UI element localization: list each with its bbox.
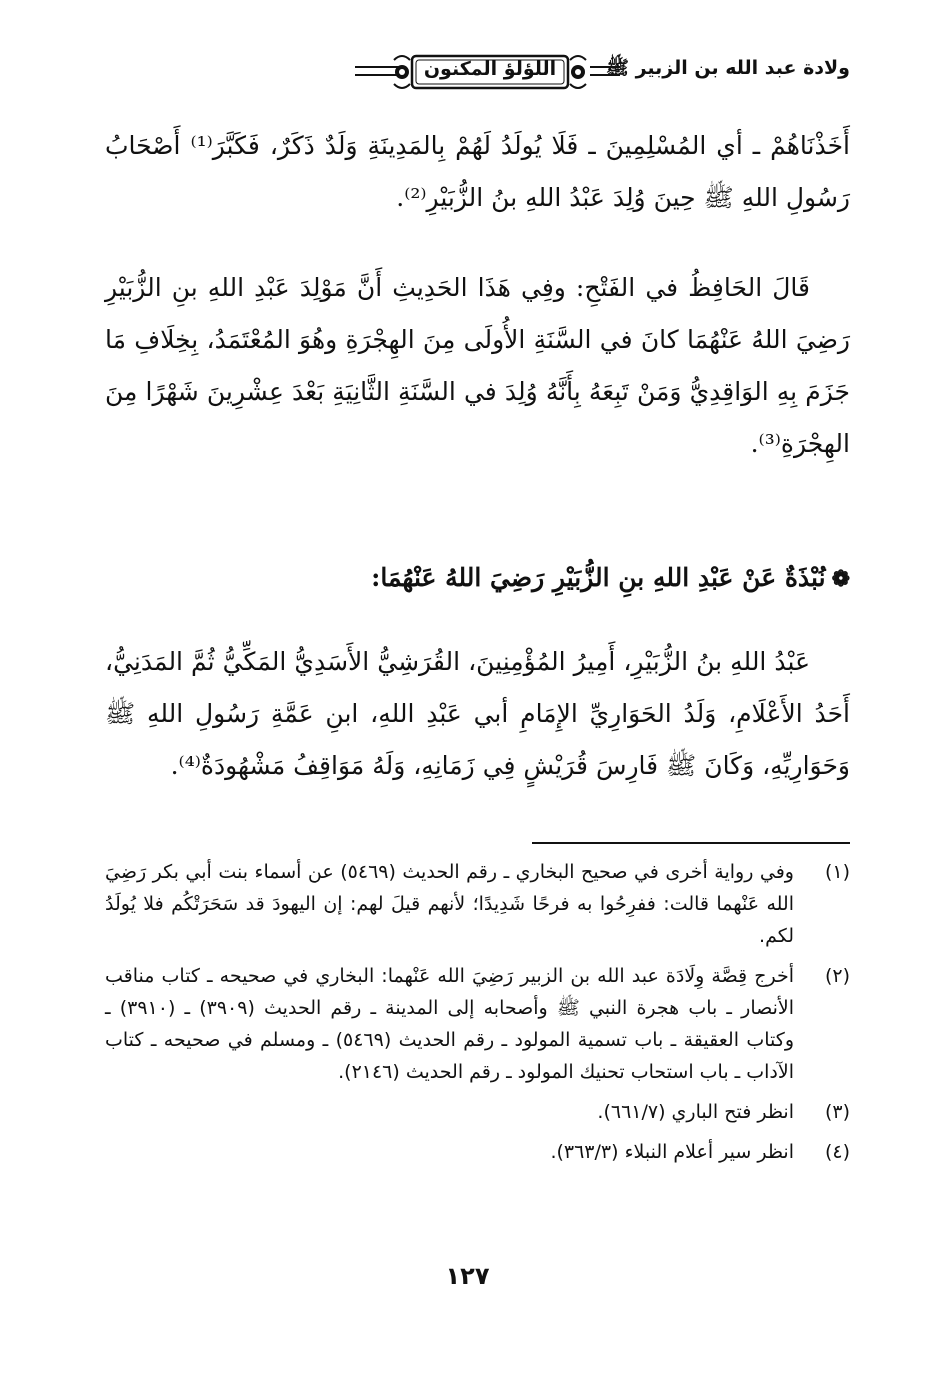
- footnote-text: وفي رواية أخرى في صحيح البخاري ـ رقم الحديث (٥٤٦٩) عن أسماء بنت أبي بكر رَضِيَ الله عَنْهما قالت: ففرِحُوا به فرحًا شَدِيدًا؛ لأنهم قيلَ لهم: إن اليهودَ قد سَحَرَتْكُم فلا يُولَدُ لكم.: [105, 861, 794, 947]
- book-title: اللؤلؤ المكنون: [423, 58, 557, 80]
- page-number: ١٢٧: [445, 1262, 490, 1290]
- footnote-number: (٣): [824, 1101, 850, 1123]
- flower-bullet-icon: ❁: [831, 566, 850, 592]
- section-heading-text: نُبْذَةٌ عَنْ عَبْدِ اللهِ بنِ الزُّبَيْرِ رَضِيَ اللهُ عَنْهُمَا:: [371, 563, 826, 592]
- section-heading: [105, 552, 850, 605]
- footnote-item: [105, 1136, 850, 1168]
- book-title-frame: [390, 50, 590, 94]
- footnote-text: أخرج قِصَّة وِلَادَة عبد الله بن الزبير رَضِيَ الله عَنْهما: البخاري في صحيحه ـ كتاب مناقب الأنصار ـ باب هجرة النبي ﷺ وأصحابه إلى المدينة ـ رقم الحديث (٣٩٠٩) ـ (٣٩١٠) ـ وكتاب العقيقة ـ باب تسمية المولود ـ رقم الحديث (٥٤٦٩) ـ ومسلم في صحيحه ـ كتاب الآداب ـ باب استحاب تحنيك المولود ـ رقم الحديث (٢١٤٦).: [105, 965, 794, 1083]
- footnote-text: انظر سير أعلام النبلاء (٣٦٣/٣).: [550, 1141, 794, 1163]
- footnote-item: [105, 960, 850, 1088]
- header-rule-left: [355, 66, 400, 76]
- running-header: [100, 50, 850, 100]
- paragraph-4: عَبْدُ اللهِ بنُ الزُّبَيْرِ، أَمِيرُ المُؤْمِنِينَ، القُرَشِيُّ الأَسَدِيُّ المَكِّيُّ ثُمَّ المَدَنِيُّ، أَحَدُ الأَعْلَامِ، وَلَدُ الحَوَارِيِّ الإِمَامِ أبي عَبْدِ اللهِ، ابنِ عَمَّةِ رَسُولِ اللهِ ﷺ وَحَوَارِيِّهِ، وَكَانَ ﷺ فَارِسَ قُرَيْشٍ فِي زَمَانِهِ، وَلَهُ مَوَاقِفُ مَشْهُودَةٌ⁽⁴⁾.: [105, 647, 850, 780]
- footnotes: [105, 856, 850, 1176]
- header-rule-right: [590, 66, 620, 76]
- footnote-item: [105, 856, 850, 952]
- footnote-number: (١): [824, 861, 850, 883]
- footnote-number: (٢): [824, 965, 850, 987]
- paragraph-1: أَخَذْنَاهُمْ ـ أي المُسْلِمِينَ ـ فَلَا يُولَدُ لَهُمْ بِالمَدِينَةِ وَلَدٌ ذَكَرٌ، فَكَبَّرَ⁽¹⁾ أَصْحَابُ رَسُولِ اللهِ ﷺ حِينَ وُلِدَ عَبْدُ اللهِ بنُ الزُّبَيْرِ⁽²⁾.: [105, 131, 850, 212]
- paragraph-2: قَالَ الحَافِظُ في الفَتْحِ: وفِي هَذَا الحَدِيثِ أَنَّ مَوْلِدَ عَبْدِ اللهِ بنِ الزُّبَيْرِ رَضِيَ اللهُ عَنْهُمَا كانَ في السَّنَةِ الأُولَى مِنَ الهِجْرَةِ وهُوَ المُعْتَمَدُ، بِخِلَافِ مَا جَزَمَ بِهِ الوَاقِدِيُّ وَمَنْ تَبِعَهُ بِأَنَّهُ وُلِدَ في السَّنَةِ الثَّانِيَةِ بَعْدَ عِشْرِينَ شَهْرًا مِنَ الهِجْرَةِ⁽³⁾.: [105, 273, 850, 458]
- footnote-separator: [532, 842, 850, 844]
- footnote-number: (٤): [824, 1141, 850, 1163]
- footnote-text: انظر فتح الباري (٦٦١/٧).: [597, 1101, 794, 1123]
- footnote-item: [105, 1096, 850, 1128]
- section-title: ولادة عبد الله بن الزبير ﷺ: [606, 57, 850, 79]
